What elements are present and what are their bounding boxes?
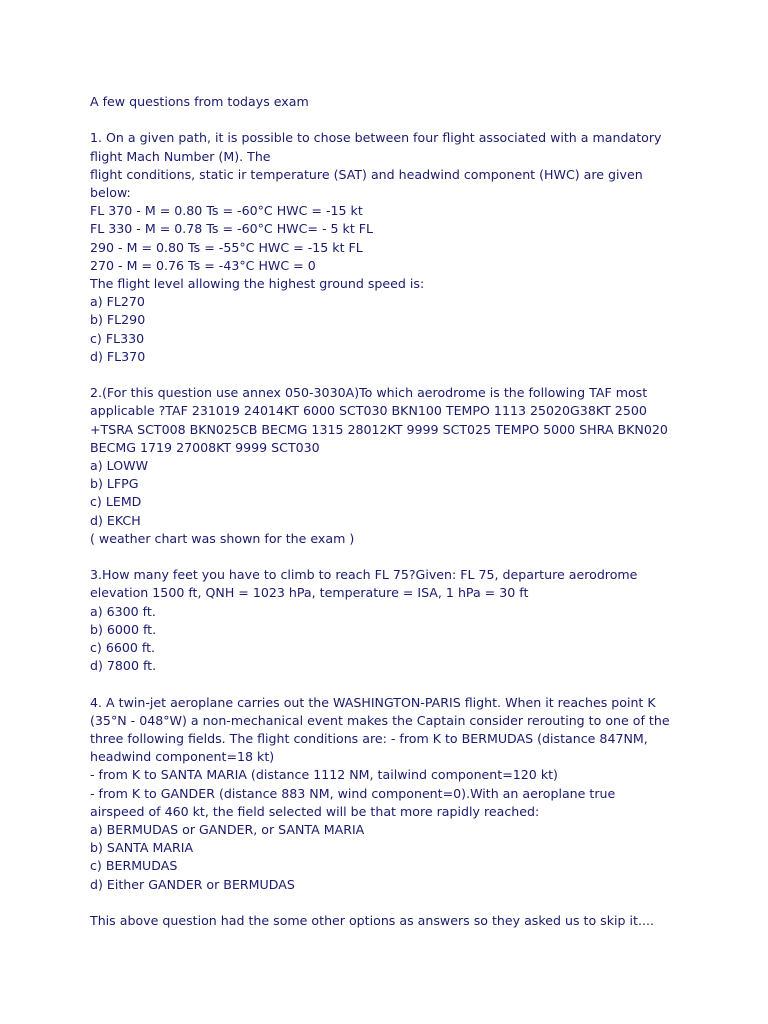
question-4-line: - from K to GANDER (distance 883 NM, wind component=0).With an aeroplane true (90, 785, 616, 801)
question-3-option-c: c) 6600 ft. (90, 640, 156, 656)
question-4-line: - from K to SANTA MARIA (distance 1112 NM, tailwind component=120 kt) (90, 767, 558, 783)
question-1-option-d: d) FL370 (90, 348, 146, 364)
question-2-option-c: c) LEMD (90, 494, 142, 510)
question-2-line: applicable ?TAF 231019 24014KT 6000 SCT030 BKN100 TEMPO 1113 25020G38KT 2500 (90, 403, 647, 419)
question-4-option-a: a) BERMUDAS or GANDER, or SANTA MARIA (90, 822, 365, 838)
question-1-option-c: c) FL330 (90, 330, 145, 346)
question-2-line: BECMG 1719 27008KT 9999 SCT030 (90, 439, 320, 455)
question-1-data-row: 290 - M = 0.80 Ts = -55°C HWC = -15 kt FL (90, 239, 363, 255)
question-3-option-b: b) 6000 ft. (90, 621, 157, 637)
question-1-line: below: (90, 185, 131, 200)
question-2 (90, 384, 710, 548)
question-2-option-a: a) LOWW (90, 458, 149, 474)
paragraph-gap (90, 548, 710, 566)
document-title: A few questions from todays exam (90, 94, 309, 109)
question-1-line: flight Mach Number (M). The (90, 148, 271, 164)
question-3-option-a: a) 6300 ft. (90, 603, 156, 619)
paragraph-gap (90, 675, 710, 693)
document-body (90, 93, 710, 930)
question-4-line: three following fields. The flight conditions are: - from K to BERMUDAS (distance 847NM, (90, 731, 648, 747)
question-4-option-b: b) SANTA MARIA (90, 840, 194, 856)
question-3-line: elevation 1500 ft, QNH = 1023 hPa, temperature = ISA, 1 hPa = 30 ft (90, 585, 529, 601)
question-2-option-d: d) EKCH (90, 512, 141, 528)
question-4 (90, 694, 710, 894)
question-2-note: ( weather chart was shown for the exam ) (90, 530, 355, 546)
footer-note: This above question had the some other options as answers so they asked us to skip it.... (90, 913, 654, 929)
paragraph-gap (90, 366, 710, 384)
question-1-data-row: FL 370 - M = 0.80 Ts = -60°C HWC = -15 kt (90, 203, 363, 219)
question-4-line: headwind component=18 kt) (90, 749, 275, 765)
question-2-line: +TSRA SCT008 BKN025CB BECMG 1315 28012KT 9999 SCT025 TEMPO 5000 SHRA BKN020 (90, 421, 668, 437)
question-1-data-row: 270 - M = 0.76 Ts = -43°C HWC = 0 (90, 257, 316, 273)
question-4-line: 4. A twin-jet aeroplane carries out the WASHINGTON-PARIS flight. When it reaches point K (90, 694, 656, 710)
question-2-line: 2.(For this question use annex 050-3030A)To which aerodrome is the following TAF most (90, 385, 648, 401)
question-1-prompt: The flight level allowing the highest ground speed is: (90, 276, 425, 292)
question-4-option-d: d) Either GANDER or BERMUDAS (90, 876, 295, 892)
question-1-line: 1. On a given path, it is possible to chose between four flight associated with a mandatory (90, 130, 662, 146)
question-1-option-b: b) FL290 (90, 312, 146, 328)
paragraph-gap (90, 111, 710, 129)
question-2-option-b: b) LFPG (90, 476, 139, 492)
question-1-data-row: FL 330 - M = 0.78 Ts = -60°C HWC= - 5 kt FL (90, 221, 374, 237)
paragraph-gap (90, 894, 710, 912)
question-4-line: airspeed of 460 kt, the field selected will be that more rapidly reached: (90, 803, 540, 819)
question-3 (90, 566, 710, 675)
question-4-option-c: c) BERMUDAS (90, 858, 178, 874)
question-4-line: (35°N - 048°W) a non-mechanical event makes the Captain consider rerouting to one of the (90, 712, 670, 728)
question-3-option-d: d) 7800 ft. (90, 658, 157, 674)
question-1 (90, 129, 710, 366)
question-1-line: flight conditions, static ir temperature (SAT) and headwind component (HWC) are given (90, 166, 643, 182)
question-1-option-a: a) FL270 (90, 294, 145, 310)
question-3-line: 3.How many feet you have to climb to reach FL 75?Given: FL 75, departure aerodrome (90, 567, 638, 583)
